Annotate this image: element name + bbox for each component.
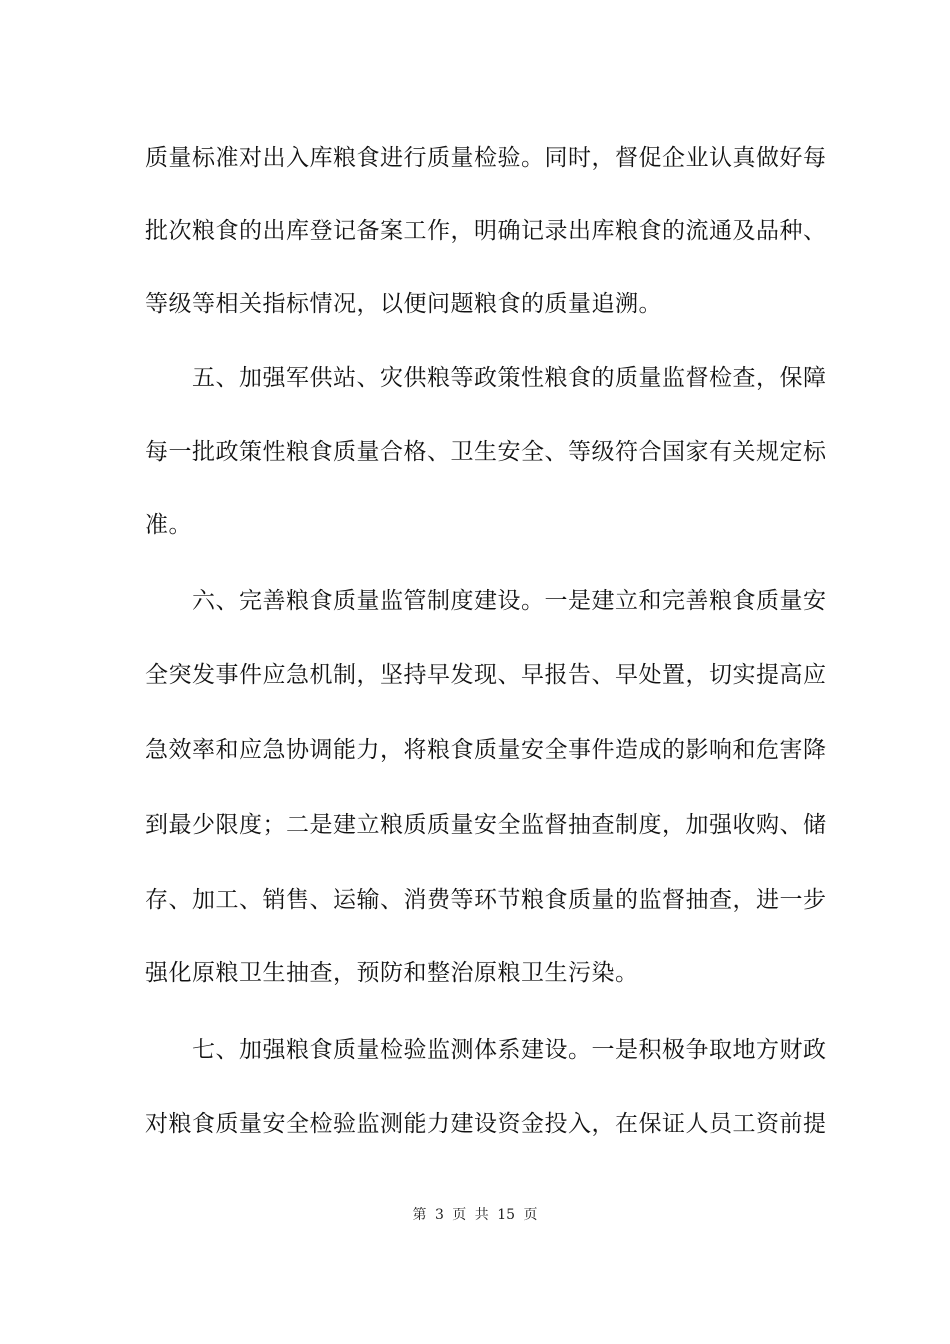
paragraph-5-first-line: 五、加强军供站、灾供粮等政策性粮食的质量监督检查，保障 (192, 365, 827, 391)
page-number-footer (0, 1205, 950, 1225)
text-line: 急效率和应急协调能力，将粮食质量安全事件造成的影响和危害降 (145, 737, 827, 763)
text-line: 对粮食质量安全检验监测能力建设资金投入，在保证人员工资前提 (145, 1111, 827, 1137)
paragraph-7-first-line: 七、加强粮食质量检验监测体系建设。一是积极争取地方财政 (192, 1037, 827, 1063)
text-line: 到最少限度；二是建立粮质质量安全监督抽查制度，加强收购、储 (145, 812, 827, 838)
text-line: 全突发事件应急机制，坚持早发现、早报告、早处置，切实提高应 (145, 662, 827, 688)
text-line: 批次粮食的出库登记备案工作，明确记录出库粮食的流通及品种、 (145, 218, 827, 244)
text-line: 准。 (145, 512, 192, 538)
text-line: 强化原粮卫生抽查，预防和整治原粮卫生污染。 (145, 960, 639, 986)
text-line: 等级等相关指标情况，以便问题粮食的质量追溯。 (145, 291, 662, 317)
page-number: 第 3 页 共 15 页 (412, 1207, 538, 1223)
text-line: 存、加工、销售、运输、消费等环节粮食质量的监督抽查，进一步 (145, 887, 827, 913)
paragraph-6-first-line: 六、完善粮食质量监管制度建设。一是建立和完善粮食质量安 (192, 588, 827, 614)
text-line: 每一批政策性粮食质量合格、卫生安全、等级符合国家有关规定标 (145, 439, 827, 465)
text-line: 质量标准对出入库粮食进行质量检验。同时，督促企业认真做好每 (145, 145, 827, 171)
